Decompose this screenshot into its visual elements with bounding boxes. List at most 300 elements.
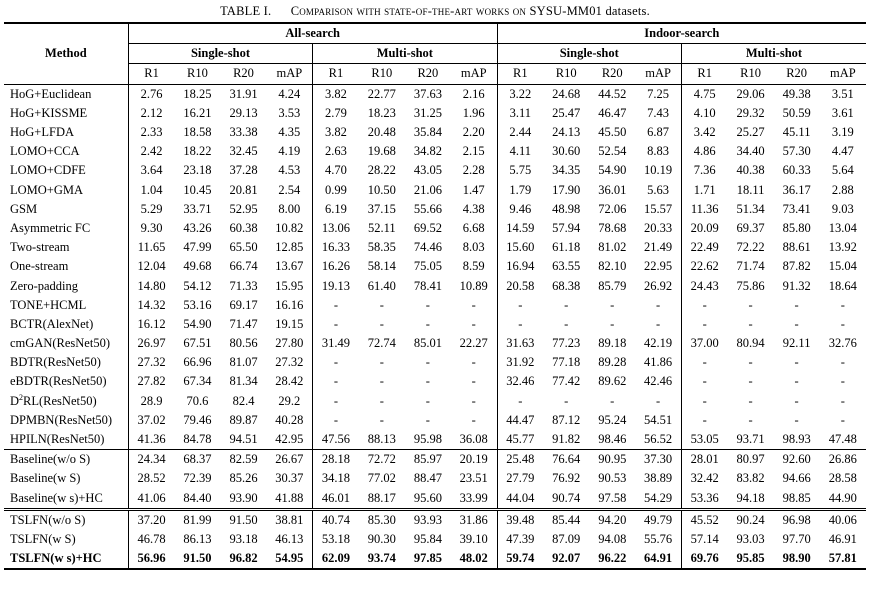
value-cell: 10.89	[451, 276, 497, 295]
value-cell: 4.53	[267, 161, 313, 180]
value-cell: -	[794, 393, 799, 408]
value-cell: 3.61	[831, 105, 854, 120]
value-cell: 94.51	[229, 432, 258, 447]
value-cell: 15.57	[635, 200, 681, 219]
value-cell: 3.82	[325, 125, 347, 140]
method-cell: cmGAN(ResNet50)	[4, 334, 128, 353]
value-cell: 15.95	[267, 276, 313, 295]
value-cell: -	[333, 355, 339, 370]
value-cell: 92.11	[782, 336, 811, 351]
value-cell: 72.06	[598, 201, 627, 216]
header-subgroup: Single-shot	[497, 44, 681, 64]
value-cell: 8.00	[267, 200, 313, 219]
value-cell: 10.50	[367, 182, 396, 197]
value-cell: 95.85	[728, 549, 774, 569]
table-row	[4, 430, 866, 450]
value-cell: 48.98	[552, 201, 581, 216]
value-cell: 52.95	[229, 201, 258, 216]
value-cell: 27.32	[137, 355, 166, 370]
value-cell: 20.09	[690, 220, 719, 235]
method-cell: Baseline(w S)	[4, 469, 128, 488]
value-cell: 3.11	[509, 105, 532, 120]
value-cell: 10.19	[635, 161, 681, 180]
value-cell: 30.60	[552, 144, 581, 159]
value-cell: 55.76	[635, 530, 681, 549]
value-cell: 24.43	[690, 278, 719, 293]
value-cell: 56.52	[635, 430, 681, 450]
value-cell: 40.28	[267, 411, 313, 430]
value-cell: -	[748, 393, 753, 408]
value-cell: -	[564, 393, 569, 408]
value-cell: 1.79	[509, 182, 532, 197]
value-cell: 77.02	[367, 471, 396, 486]
value-cell: 64.91	[635, 549, 681, 569]
value-cell: 38.89	[635, 469, 681, 488]
method-cell: Baseline(w s)+HC	[4, 489, 128, 510]
value-cell: 16.33	[321, 240, 351, 255]
method-cell: HoG+LFDA	[4, 123, 128, 142]
value-cell: -	[451, 411, 497, 430]
value-cell: 94.20	[589, 509, 635, 530]
value-cell: -	[425, 355, 430, 370]
method-cell: Asymmetric FC	[4, 219, 128, 238]
value-cell: -	[635, 315, 681, 334]
value-cell: 15.04	[828, 259, 857, 274]
value-cell: 33.38	[229, 125, 258, 140]
caption-text-prefix: Comparison with state-of-the-art works on	[290, 4, 527, 18]
value-cell: -	[379, 374, 384, 389]
value-cell: 93.74	[359, 549, 405, 569]
value-cell: 4.19	[267, 142, 313, 161]
value-cell: 54.12	[183, 278, 212, 293]
value-cell: 60.33	[782, 163, 811, 178]
value-cell: 3.82	[325, 86, 347, 101]
value-cell: 5.75	[509, 163, 532, 178]
value-cell: 69.17	[229, 297, 258, 312]
value-cell: 26.86	[820, 450, 866, 470]
value-cell: 27.79	[506, 471, 535, 486]
table-row	[4, 549, 866, 569]
value-cell: -	[379, 355, 384, 370]
value-cell: 66.96	[183, 355, 212, 370]
value-cell: 3.19	[831, 125, 854, 140]
value-cell: 29.13	[229, 105, 258, 120]
value-cell: 90.30	[367, 531, 396, 546]
table-row	[4, 276, 866, 295]
value-cell: 97.85	[405, 549, 451, 569]
value-cell: -	[748, 297, 753, 312]
value-cell: 89.18	[598, 336, 627, 351]
header-metric: R20	[589, 64, 635, 84]
value-cell: 29.2	[267, 392, 313, 411]
value-cell: 28.52	[137, 471, 166, 486]
value-cell: 9.46	[509, 201, 532, 216]
table-row	[4, 161, 866, 180]
value-cell: 97.70	[782, 531, 811, 546]
value-cell: 19.15	[267, 315, 313, 334]
value-cell: 2.76	[140, 86, 163, 101]
value-cell: 24.34	[128, 450, 174, 470]
value-cell: 4.70	[325, 163, 347, 178]
table-row	[4, 257, 866, 276]
value-cell: 21.06	[413, 182, 442, 197]
value-cell: 90.74	[552, 490, 581, 505]
value-cell: 88.61	[782, 240, 811, 255]
value-cell: 95.84	[413, 531, 442, 546]
value-cell: 54.51	[635, 411, 681, 430]
method-cell: TSLFN(w S)	[4, 530, 128, 549]
value-cell: 93.71	[736, 432, 765, 447]
value-cell: -	[425, 297, 430, 312]
method-cell: TSLFN(w/o S)	[4, 509, 128, 530]
value-cell: 76.92	[552, 471, 581, 486]
method-cell: LOMO+CCA	[4, 142, 128, 161]
caption-text-suffix: SYSU-MM01 datasets.	[529, 4, 650, 18]
value-cell: -	[425, 412, 430, 427]
value-cell: 57.30	[782, 144, 811, 159]
header-subgroup: Multi-shot	[313, 44, 497, 64]
value-cell: 22.62	[690, 259, 719, 274]
value-cell: 2.28	[451, 161, 497, 180]
value-cell: 67.51	[183, 336, 212, 351]
value-cell: 2.15	[451, 142, 497, 161]
value-cell: 65.50	[229, 240, 258, 255]
value-cell: 57.81	[820, 549, 866, 569]
value-cell: 26.97	[137, 336, 166, 351]
value-cell: 75.05	[413, 259, 442, 274]
value-cell: 71.33	[229, 278, 258, 293]
value-cell: 2.88	[831, 182, 854, 197]
value-cell: 96.98	[774, 509, 820, 530]
value-cell: 45.11	[782, 125, 811, 140]
value-cell: 36.17	[782, 182, 811, 197]
value-cell: 95.60	[413, 490, 442, 505]
value-cell: 52.11	[367, 220, 396, 235]
value-cell: 33.99	[451, 489, 497, 510]
value-cell: 91.32	[782, 278, 811, 293]
value-cell: 85.79	[598, 278, 627, 293]
value-cell: 41.88	[267, 489, 313, 510]
value-cell: 69.52	[413, 220, 442, 235]
value-cell: 47.39	[506, 531, 535, 546]
value-cell: 46.47	[598, 105, 627, 120]
value-cell: 32.46	[506, 374, 535, 389]
value-cell: 28.22	[367, 163, 396, 178]
value-cell: 46.78	[137, 531, 166, 546]
method-cell: HoG+KISSME	[4, 104, 128, 123]
value-cell: 77.42	[552, 374, 581, 389]
value-cell: 20.48	[367, 125, 396, 140]
value-cell: 72.72	[359, 450, 405, 470]
value-cell: 98.46	[598, 432, 627, 447]
value-cell: 18.58	[183, 125, 212, 140]
value-cell: 63.55	[552, 259, 581, 274]
value-cell: 88.47	[413, 471, 442, 486]
value-cell: 54.90	[183, 316, 212, 331]
value-cell: -	[702, 316, 707, 331]
value-cell: 37.28	[229, 163, 258, 178]
value-cell: 12.85	[267, 238, 313, 257]
value-cell: -	[425, 393, 430, 408]
value-cell: 56.96	[128, 549, 174, 569]
value-cell: 50.59	[782, 105, 811, 120]
value-cell: -	[333, 412, 339, 427]
method-cell: HPILN(ResNet50)	[4, 430, 128, 450]
value-cell: 80.97	[728, 450, 774, 470]
value-cell: 47.56	[321, 432, 351, 447]
value-cell: 41.86	[635, 353, 681, 372]
value-cell: 2.44	[509, 125, 532, 140]
method-cell: GSM	[4, 200, 128, 219]
value-cell: 47.48	[828, 432, 857, 447]
value-cell: 16.94	[506, 259, 535, 274]
value-cell: 18.64	[828, 278, 857, 293]
value-cell: 26.67	[267, 450, 313, 470]
value-cell: 19.68	[367, 144, 396, 159]
value-cell: 34.82	[413, 144, 442, 159]
value-cell: 4.47	[831, 144, 854, 159]
value-cell: 4.35	[267, 123, 313, 142]
value-cell: 40.06	[820, 509, 866, 530]
header-method: Method	[4, 23, 128, 84]
value-cell: 86.13	[183, 531, 212, 546]
value-cell: 92.60	[774, 450, 820, 470]
value-cell: -	[794, 316, 799, 331]
value-cell: 80.94	[736, 336, 765, 351]
value-cell: 28.42	[267, 372, 313, 391]
value-cell: 14.80	[137, 278, 166, 293]
value-cell: 49.79	[635, 509, 681, 530]
value-cell: 3.53	[267, 104, 313, 123]
value-cell: 41.36	[137, 432, 166, 447]
table-row	[4, 238, 866, 257]
table-row	[4, 530, 866, 549]
value-cell: 60.38	[229, 220, 258, 235]
value-cell: 61.18	[552, 240, 581, 255]
value-cell: 31.86	[451, 509, 497, 530]
value-cell: 23.51	[451, 469, 497, 488]
value-cell: 71.74	[736, 259, 765, 274]
method-cell: HoG+Euclidean	[4, 84, 128, 104]
value-cell: -	[451, 353, 497, 372]
value-cell: 9.30	[140, 220, 163, 235]
value-cell: 18.23	[367, 105, 396, 120]
value-cell: 20.33	[635, 219, 681, 238]
header-metric: R10	[543, 64, 589, 84]
value-cell: 84.40	[183, 490, 212, 505]
value-cell: -	[379, 393, 384, 408]
value-cell: 37.63	[413, 86, 442, 101]
header-metric: mAP	[820, 64, 866, 84]
value-cell: -	[379, 412, 384, 427]
value-cell: 2.33	[140, 125, 163, 140]
value-cell: 41.06	[137, 490, 166, 505]
value-cell: 1.96	[451, 104, 497, 123]
value-cell: 3.51	[831, 86, 854, 101]
value-cell: 44.52	[598, 86, 627, 101]
value-cell: 87.82	[782, 259, 811, 274]
value-cell: 78.68	[598, 220, 627, 235]
value-cell: 55.66	[413, 201, 442, 216]
value-cell: -	[451, 315, 497, 334]
value-cell: 93.18	[229, 531, 258, 546]
value-cell: 35.84	[413, 125, 442, 140]
value-cell: 62.09	[313, 549, 359, 569]
value-cell: 16.21	[183, 105, 212, 120]
value-cell: 7.36	[693, 163, 716, 178]
header-metric: mAP	[267, 64, 313, 84]
value-cell: -	[610, 316, 615, 331]
header-metric: R20	[405, 64, 451, 84]
value-cell: 73.41	[782, 201, 811, 216]
value-cell: 49.38	[782, 86, 811, 101]
value-cell: 28.9	[140, 393, 163, 408]
value-cell: 13.04	[828, 220, 857, 235]
method-cell: BDTR(ResNet50)	[4, 353, 128, 372]
value-cell: -	[702, 297, 707, 312]
header-metric: mAP	[635, 64, 681, 84]
value-cell: 79.46	[183, 412, 212, 427]
value-cell: 37.15	[367, 201, 396, 216]
value-cell: -	[635, 296, 681, 315]
value-cell: 1.04	[140, 182, 163, 197]
value-cell: 23.18	[183, 163, 212, 178]
value-cell: 31.91	[229, 86, 258, 101]
value-cell: 61.40	[367, 278, 396, 293]
value-cell: 45.77	[506, 432, 535, 447]
value-cell: 80.56	[229, 336, 258, 351]
table-row	[4, 353, 866, 372]
table-label: TABLE I.	[220, 4, 272, 18]
value-cell: 5.63	[635, 181, 681, 200]
value-cell: 37.00	[690, 336, 719, 351]
value-cell: 16.16	[267, 296, 313, 315]
value-cell: 37.20	[128, 509, 174, 530]
value-cell: 10.82	[267, 219, 313, 238]
value-cell: 27.82	[137, 374, 166, 389]
value-cell: 31.49	[321, 336, 351, 351]
value-cell: 32.42	[690, 471, 719, 486]
value-cell: 42.46	[635, 372, 681, 391]
value-cell: 1.71	[693, 182, 716, 197]
value-cell: 57.14	[690, 531, 719, 546]
value-cell: 16.26	[321, 259, 351, 274]
value-cell: 8.59	[451, 257, 497, 276]
value-cell: 44.90	[828, 490, 857, 505]
value-cell: 77.18	[552, 355, 581, 370]
value-cell: -	[702, 374, 707, 389]
value-cell: 90.24	[728, 509, 774, 530]
value-cell: 98.85	[782, 490, 811, 505]
value-cell: 40.74	[313, 509, 359, 530]
value-cell: 11.65	[137, 240, 166, 255]
value-cell: 46.91	[828, 531, 857, 546]
value-cell: 30.37	[267, 469, 313, 488]
value-cell: 95.98	[413, 432, 442, 447]
value-cell: 75.86	[736, 278, 765, 293]
value-cell: 59.74	[497, 549, 543, 569]
value-cell: 83.82	[736, 471, 765, 486]
value-cell: 18.25	[183, 86, 212, 101]
value-cell: 0.99	[325, 182, 347, 197]
value-cell: -	[748, 374, 753, 389]
value-cell: 52.54	[598, 144, 627, 159]
value-cell: 4.75	[693, 86, 716, 101]
value-cell: 40.38	[736, 163, 765, 178]
value-cell: 77.23	[552, 336, 581, 351]
value-cell: 37.02	[137, 412, 166, 427]
value-cell: 93.93	[405, 509, 451, 530]
value-cell: 38.81	[267, 509, 313, 530]
table-row	[4, 142, 866, 161]
value-cell: 49.68	[183, 259, 212, 274]
header-metric: R1	[681, 64, 727, 84]
value-cell: 82.4	[232, 393, 255, 408]
value-cell: 19.13	[321, 278, 351, 293]
method-cell: DPMBN(ResNet50)	[4, 411, 128, 430]
value-cell: 82.59	[220, 450, 266, 470]
value-cell: 24.13	[552, 125, 581, 140]
value-cell: 87.12	[552, 412, 581, 427]
value-cell: 24.68	[552, 86, 581, 101]
value-cell: 91.50	[174, 549, 220, 569]
table-row	[4, 200, 866, 219]
table-row	[4, 315, 866, 334]
value-cell: 4.11	[509, 144, 532, 159]
value-cell: 72.74	[367, 336, 396, 351]
value-cell: 87.09	[552, 531, 581, 546]
header-group-indoor-search: Indoor-search	[497, 23, 866, 44]
value-cell: -	[610, 393, 615, 408]
table-caption	[0, 4, 870, 19]
value-cell: -	[518, 316, 523, 331]
value-cell: 16.12	[137, 316, 166, 331]
method-cell: TONE+HCML	[4, 296, 128, 315]
value-cell: 95.24	[598, 412, 627, 427]
method-cell: LOMO+CDFE	[4, 161, 128, 180]
value-cell: 68.38	[552, 278, 581, 293]
value-cell: 57.94	[552, 220, 581, 235]
value-cell: 28.01	[681, 450, 727, 470]
table-row	[4, 509, 866, 530]
method-cell: LOMO+GMA	[4, 181, 128, 200]
table-row	[4, 411, 866, 430]
value-cell: 21.49	[635, 238, 681, 257]
value-cell: -	[702, 393, 707, 408]
value-cell: 25.48	[497, 450, 543, 470]
value-cell: 89.28	[598, 355, 627, 370]
header-metric: R1	[313, 64, 359, 84]
value-cell: 94.66	[782, 471, 811, 486]
value-cell: 54.29	[635, 489, 681, 510]
header-metric: R10	[728, 64, 774, 84]
header-metric: R1	[128, 64, 174, 84]
value-cell: 31.63	[506, 336, 535, 351]
value-cell: -	[451, 392, 497, 411]
table-row	[4, 123, 866, 142]
value-cell: 17.90	[552, 182, 581, 197]
value-cell: 53.36	[690, 490, 719, 505]
table-row	[4, 469, 866, 488]
value-cell: 67.34	[183, 374, 212, 389]
value-cell: -	[451, 296, 497, 315]
value-cell: 1.47	[451, 181, 497, 200]
value-cell: -	[794, 374, 799, 389]
value-cell: 53.18	[321, 531, 351, 546]
value-cell: 3.64	[140, 163, 163, 178]
value-cell: 20.19	[451, 450, 497, 470]
value-cell: 85.01	[413, 336, 442, 351]
